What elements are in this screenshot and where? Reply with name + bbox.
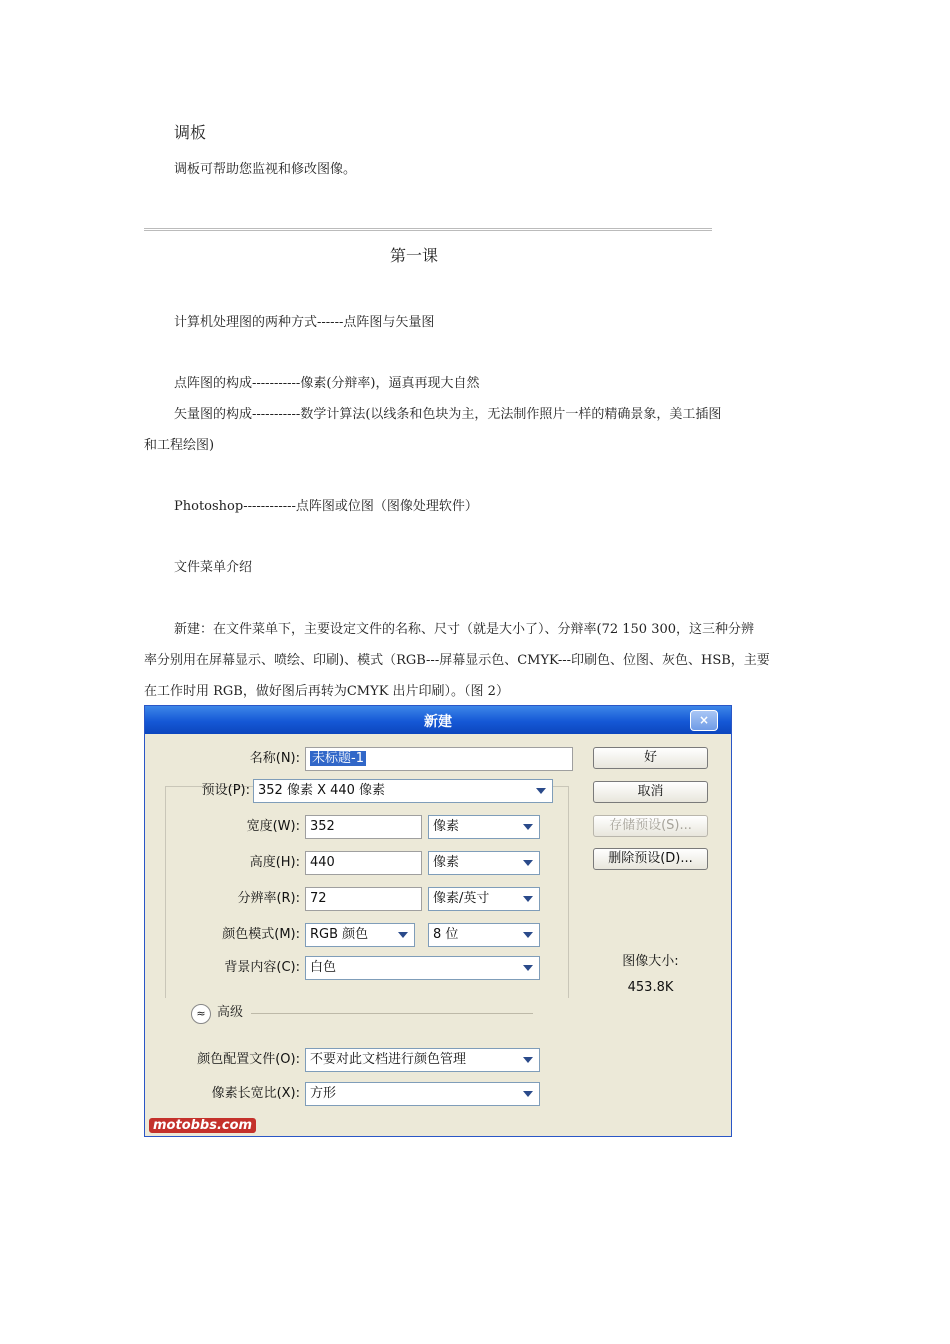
color-mode-value: RGB 颜色 <box>310 927 369 942</box>
chevron-down-icon <box>536 788 546 794</box>
new-document-dialog <box>144 705 732 1137</box>
paragraph-palette: 调板可帮助您监视和修改图像。 <box>174 162 357 177</box>
dialog-title: 新建 <box>424 714 452 730</box>
paragraph-new-end: 在工作时用 RGB，做好图后再转为CMYK 出片印刷）。（图 2） <box>144 684 509 699</box>
resolution-unit-value: 像素/英寸 <box>433 891 490 906</box>
resolution-label: 分辨率(R): <box>237 891 300 906</box>
image-size-label: 图像大小: <box>622 954 679 969</box>
paragraph-photoshop: Photoshop------------点阵图或位图（图像处理软件） <box>174 499 478 514</box>
bit-depth-select[interactable] <box>428 923 540 947</box>
pixel-aspect-value: 方形 <box>310 1086 337 1101</box>
advanced-label[interactable]: 高级 <box>217 1005 244 1020</box>
chevron-down-icon <box>523 932 533 938</box>
preset-value: 352 像素 X 440 像素 <box>258 783 386 798</box>
chevron-down-icon <box>523 860 533 866</box>
chevron-down-icon <box>523 965 533 971</box>
height-unit-value: 像素 <box>433 855 460 870</box>
color-profile-label: 颜色配置文件(O): <box>197 1052 300 1067</box>
pixel-aspect-label: 像素长宽比(X): <box>211 1086 300 1101</box>
paragraph-two-ways: 计算机处理图的两种方式------点阵图与矢量图 <box>174 315 435 330</box>
height-label: 高度(H): <box>249 855 300 870</box>
height-unit-select[interactable] <box>428 851 540 875</box>
width-unit-value: 像素 <box>433 819 460 834</box>
preset-label: 预设(P): <box>201 783 250 798</box>
chevron-down-icon <box>398 932 408 938</box>
chevron-down-icon <box>523 1057 533 1063</box>
background-label: 背景内容(C): <box>224 960 300 975</box>
watermark-logo: motobbs.com <box>149 1118 256 1133</box>
bit-depth-value: 8 位 <box>433 927 459 942</box>
background-select[interactable] <box>305 956 540 980</box>
width-label: 宽度(W): <box>246 819 300 834</box>
cancel-button[interactable]: 取消 <box>593 781 708 803</box>
collapse-icon[interactable]: ≈ <box>191 1004 211 1024</box>
chevron-down-icon <box>523 1091 533 1097</box>
preset-select[interactable] <box>253 779 553 803</box>
image-size-value: 453.8K <box>627 980 674 995</box>
advanced-divider <box>251 1013 533 1014</box>
ok-button[interactable]: 好 <box>593 747 708 769</box>
background-value: 白色 <box>310 960 337 975</box>
chevron-down-icon <box>523 896 533 902</box>
lesson-title: 第一课 <box>390 246 439 265</box>
delete-preset-button[interactable]: 删除预设(D)... <box>593 848 708 870</box>
height-input[interactable]: 440 <box>305 851 422 875</box>
resolution-input[interactable]: 72 <box>305 887 422 911</box>
color-mode-label: 颜色模式(M): <box>222 927 300 942</box>
separator-line <box>144 228 712 231</box>
color-profile-value: 不要对此文档进行颜色管理 <box>310 1052 467 1067</box>
pixel-aspect-select[interactable] <box>305 1082 540 1106</box>
chevron-down-icon <box>523 824 533 830</box>
save-preset-button[interactable]: 存储预设(S)... <box>593 815 708 837</box>
dialog-titlebar <box>145 706 731 734</box>
width-input[interactable]: 352 <box>305 815 422 839</box>
paragraph-new: 新建：在文件菜单下，主要设定文件的名称、尺寸（就是大小了）、分辩率(72 150 300，这三种分辨 <box>174 622 755 637</box>
width-unit-select[interactable] <box>428 815 540 839</box>
section-heading: 调板 <box>174 123 207 142</box>
paragraph-new-cont: 率分别用在屏幕显示、喷绘、印刷)、模式（RGB---屏幕显示色、CMYK---印刷色、位图、灰色、HSB，主要 <box>144 653 770 668</box>
paragraph-file-menu: 文件菜单介绍 <box>174 560 253 575</box>
name-label: 名称(N): <box>249 751 300 766</box>
name-value: 未标题-1 <box>312 751 364 766</box>
color-profile-select[interactable] <box>305 1048 540 1072</box>
paragraph-bitmap: 点阵图的构成-----------像素(分辩率)，逼真再现大自然 <box>174 376 480 391</box>
close-icon[interactable]: × <box>690 710 718 731</box>
color-mode-select[interactable] <box>305 923 415 947</box>
name-input[interactable] <box>305 747 573 771</box>
resolution-unit-select[interactable] <box>428 887 540 911</box>
paragraph-vector: 矢量图的构成-----------数学计算法(以线条和色块为主，无法制作照片一样的精确景象，美工插图 <box>174 407 722 422</box>
paragraph-vector-cont: 和工程绘图) <box>144 438 215 453</box>
